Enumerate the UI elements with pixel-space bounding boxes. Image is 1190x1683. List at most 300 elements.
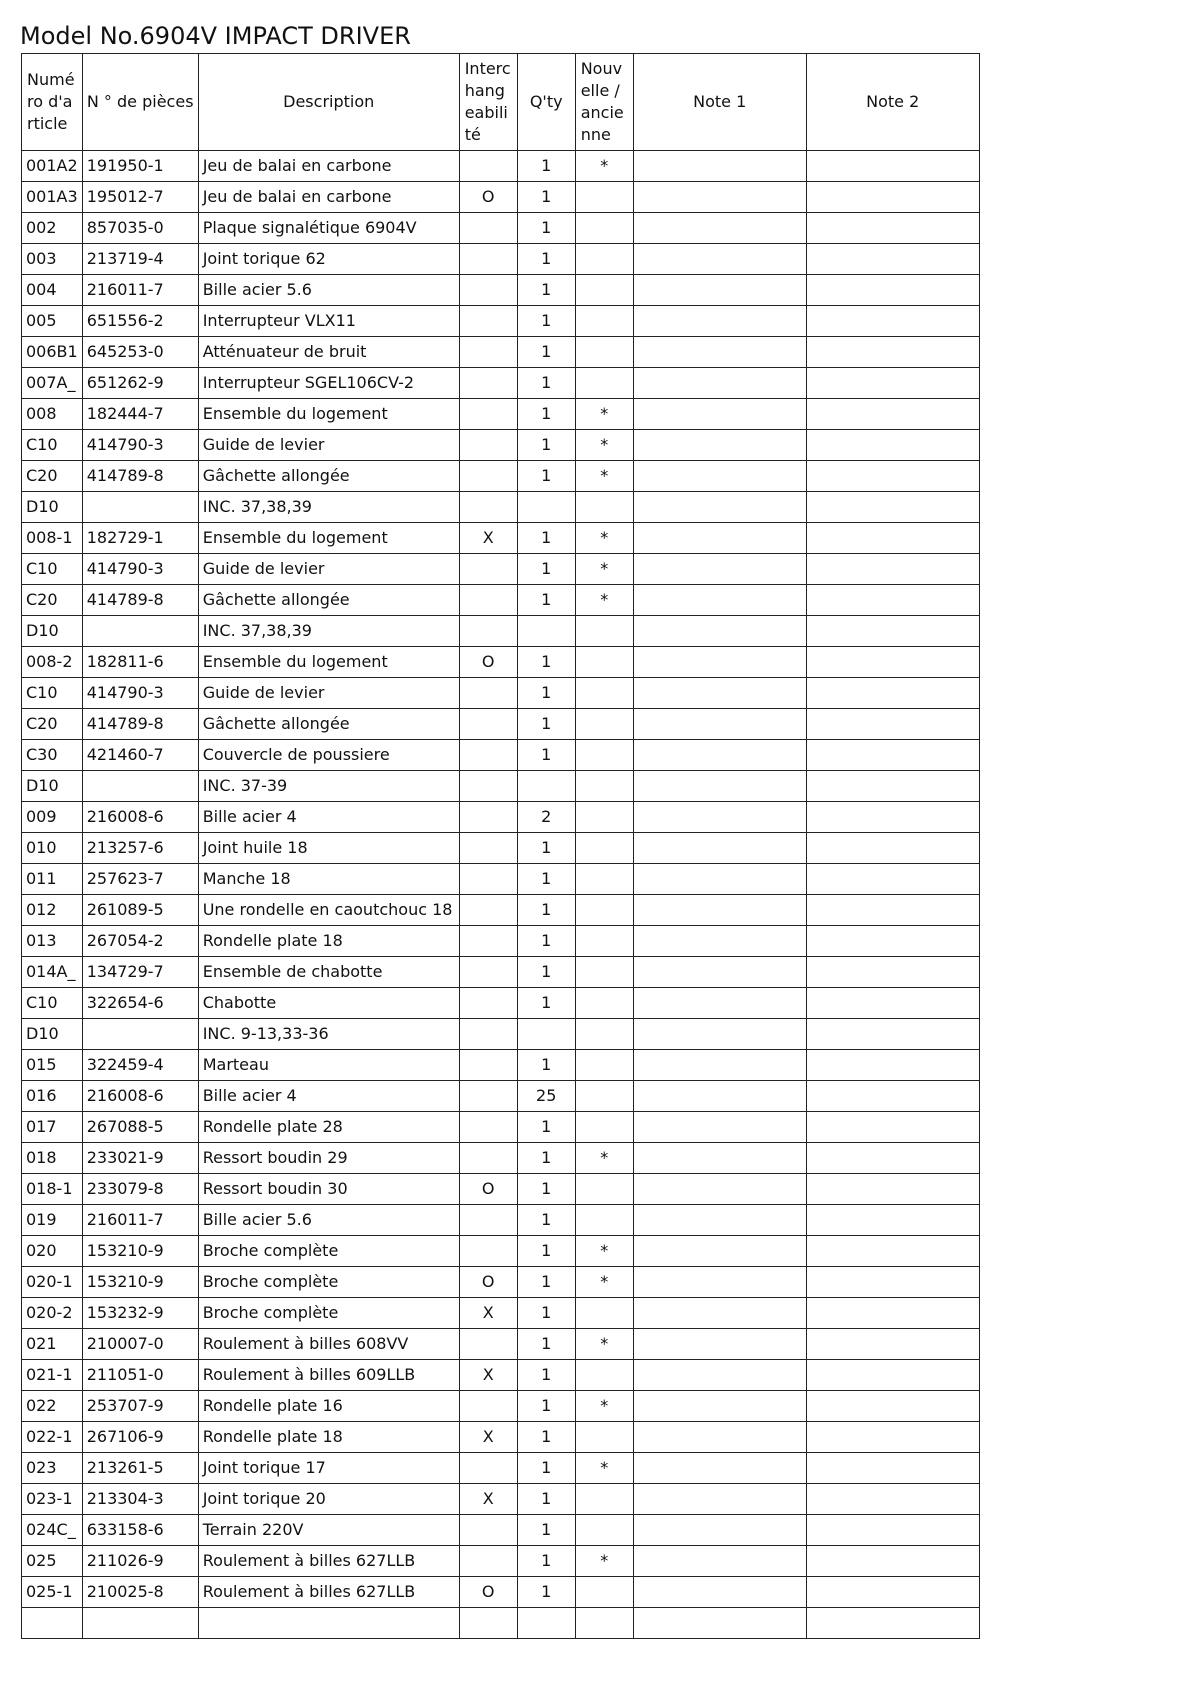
description-cell: Ressort boudin 29 bbox=[198, 1143, 459, 1174]
note1-cell bbox=[633, 430, 806, 461]
description-cell: Broche complète bbox=[198, 1298, 459, 1329]
new-old-cell: * bbox=[575, 1453, 633, 1484]
description-cell: Rondelle plate 16 bbox=[198, 1391, 459, 1422]
note1-cell bbox=[633, 988, 806, 1019]
description-cell: Bille acier 4 bbox=[198, 1081, 459, 1112]
part-no-cell: 134729-7 bbox=[82, 957, 198, 988]
note2-cell bbox=[806, 368, 979, 399]
new-old-cell bbox=[575, 740, 633, 771]
new-old-cell bbox=[575, 1298, 633, 1329]
qty-cell: 1 bbox=[517, 1329, 575, 1360]
interchangeability-cell bbox=[459, 244, 517, 275]
note2-cell bbox=[806, 1329, 979, 1360]
table-row bbox=[22, 1391, 980, 1422]
table-row bbox=[22, 1143, 980, 1174]
note1-cell bbox=[633, 461, 806, 492]
interchangeability-cell bbox=[459, 585, 517, 616]
note2-cell bbox=[806, 616, 979, 647]
part-no-cell: 213261-5 bbox=[82, 1453, 198, 1484]
new-old-cell bbox=[575, 926, 633, 957]
note1-cell bbox=[633, 1608, 806, 1639]
note2-cell bbox=[806, 647, 979, 678]
table-row bbox=[22, 1360, 980, 1391]
table-row bbox=[22, 1608, 980, 1639]
item-no-cell: 001A3 bbox=[22, 182, 83, 213]
item-no-cell: C10 bbox=[22, 430, 83, 461]
note2-cell bbox=[806, 461, 979, 492]
part-no-cell: 211051-0 bbox=[82, 1360, 198, 1391]
part-no-cell: 257623-7 bbox=[82, 864, 198, 895]
qty-cell: 1 bbox=[517, 151, 575, 182]
note2-cell bbox=[806, 988, 979, 1019]
note2-cell bbox=[806, 213, 979, 244]
description-cell: Ensemble du logement bbox=[198, 523, 459, 554]
description-cell: Terrain 220V bbox=[198, 1515, 459, 1546]
note2-cell bbox=[806, 740, 979, 771]
qty-cell: 1 bbox=[517, 1050, 575, 1081]
description-cell: Plaque signalétique 6904V bbox=[198, 213, 459, 244]
note1-cell bbox=[633, 740, 806, 771]
part-no-cell bbox=[82, 1019, 198, 1050]
qty-cell: 1 bbox=[517, 1422, 575, 1453]
qty-cell: 1 bbox=[517, 1546, 575, 1577]
interchangeability-cell bbox=[459, 771, 517, 802]
table-row bbox=[22, 1267, 980, 1298]
note1-cell bbox=[633, 1484, 806, 1515]
item-no-cell: 012 bbox=[22, 895, 83, 926]
item-no-cell: 021 bbox=[22, 1329, 83, 1360]
item-no-cell: D10 bbox=[22, 1019, 83, 1050]
part-no-cell: 191950-1 bbox=[82, 151, 198, 182]
table-row bbox=[22, 1050, 980, 1081]
qty-cell: 1 bbox=[517, 895, 575, 926]
new-old-cell bbox=[575, 771, 633, 802]
description-cell: Joint torique 62 bbox=[198, 244, 459, 275]
table-row bbox=[22, 988, 980, 1019]
table-row bbox=[22, 1546, 980, 1577]
table-row bbox=[22, 1174, 980, 1205]
description-cell: Guide de levier bbox=[198, 678, 459, 709]
note2-cell bbox=[806, 1422, 979, 1453]
new-old-cell bbox=[575, 895, 633, 926]
qty-cell: 1 bbox=[517, 1484, 575, 1515]
item-no-cell: 001A2 bbox=[22, 151, 83, 182]
qty-cell: 1 bbox=[517, 1298, 575, 1329]
interchangeability-cell bbox=[459, 1546, 517, 1577]
description-cell: Roulement à billes 608VV bbox=[198, 1329, 459, 1360]
item-no-cell: 018-1 bbox=[22, 1174, 83, 1205]
table-row bbox=[22, 647, 980, 678]
note1-cell bbox=[633, 1453, 806, 1484]
note1-cell bbox=[633, 1267, 806, 1298]
item-no-cell: 013 bbox=[22, 926, 83, 957]
note1-cell bbox=[633, 1546, 806, 1577]
qty-cell: 1 bbox=[517, 1112, 575, 1143]
interchangeability-cell bbox=[459, 709, 517, 740]
item-no-cell: 020 bbox=[22, 1236, 83, 1267]
page-title: Model No.6904V IMPACT DRIVER bbox=[20, 22, 411, 50]
part-no-cell: 216011-7 bbox=[82, 275, 198, 306]
note2-cell bbox=[806, 1608, 979, 1639]
qty-cell: 1 bbox=[517, 1174, 575, 1205]
part-no-cell: 213719-4 bbox=[82, 244, 198, 275]
table-row bbox=[22, 151, 980, 182]
qty-cell: 1 bbox=[517, 1453, 575, 1484]
note1-cell bbox=[633, 1329, 806, 1360]
qty-cell: 2 bbox=[517, 802, 575, 833]
description-cell: Interrupteur SGEL106CV-2 bbox=[198, 368, 459, 399]
item-no-cell: 007A_ bbox=[22, 368, 83, 399]
note2-cell bbox=[806, 802, 979, 833]
header-new-old: Nouvelle / ancienne bbox=[575, 54, 633, 151]
part-no-cell bbox=[82, 492, 198, 523]
table-row bbox=[22, 1081, 980, 1112]
table-row bbox=[22, 1484, 980, 1515]
part-no-cell bbox=[82, 616, 198, 647]
new-old-cell bbox=[575, 1174, 633, 1205]
note2-cell bbox=[806, 709, 979, 740]
interchangeability-cell: O bbox=[459, 1577, 517, 1608]
item-no-cell: 016 bbox=[22, 1081, 83, 1112]
header-qty: Q'ty bbox=[517, 54, 575, 151]
table-row bbox=[22, 1112, 980, 1143]
note2-cell bbox=[806, 399, 979, 430]
note1-cell bbox=[633, 1515, 806, 1546]
part-no-cell: 267106-9 bbox=[82, 1422, 198, 1453]
note1-cell bbox=[633, 1360, 806, 1391]
part-no-cell: 421460-7 bbox=[82, 740, 198, 771]
new-old-cell bbox=[575, 1205, 633, 1236]
new-old-cell bbox=[575, 616, 633, 647]
part-no-cell bbox=[82, 1608, 198, 1639]
note1-cell bbox=[633, 492, 806, 523]
qty-cell: 1 bbox=[517, 957, 575, 988]
table-row bbox=[22, 1577, 980, 1608]
description-cell: Bille acier 4 bbox=[198, 802, 459, 833]
note1-cell bbox=[633, 213, 806, 244]
note2-cell bbox=[806, 182, 979, 213]
part-no-cell: 651556-2 bbox=[82, 306, 198, 337]
interchangeability-cell bbox=[459, 864, 517, 895]
interchangeability-cell bbox=[459, 740, 517, 771]
description-cell: Roulement à billes 627LLB bbox=[198, 1577, 459, 1608]
part-no-cell: 153210-9 bbox=[82, 1236, 198, 1267]
new-old-cell bbox=[575, 1019, 633, 1050]
description-cell bbox=[198, 1608, 459, 1639]
new-old-cell bbox=[575, 244, 633, 275]
new-old-cell bbox=[575, 709, 633, 740]
interchangeability-cell bbox=[459, 1081, 517, 1112]
qty-cell: 1 bbox=[517, 523, 575, 554]
new-old-cell: * bbox=[575, 1236, 633, 1267]
new-old-cell: * bbox=[575, 1391, 633, 1422]
interchangeability-cell: X bbox=[459, 1298, 517, 1329]
item-no-cell: 023-1 bbox=[22, 1484, 83, 1515]
new-old-cell bbox=[575, 647, 633, 678]
item-no-cell bbox=[22, 1608, 83, 1639]
note2-cell bbox=[806, 1577, 979, 1608]
qty-cell: 1 bbox=[517, 833, 575, 864]
note2-cell bbox=[806, 337, 979, 368]
qty-cell: 1 bbox=[517, 864, 575, 895]
note2-cell bbox=[806, 1236, 979, 1267]
note2-cell bbox=[806, 1174, 979, 1205]
note2-cell bbox=[806, 1050, 979, 1081]
interchangeability-cell bbox=[459, 1236, 517, 1267]
description-cell: Guide de levier bbox=[198, 430, 459, 461]
description-cell: Roulement à billes 627LLB bbox=[198, 1546, 459, 1577]
table-row bbox=[22, 833, 980, 864]
new-old-cell bbox=[575, 988, 633, 1019]
part-no-cell: 322459-4 bbox=[82, 1050, 198, 1081]
note1-cell bbox=[633, 151, 806, 182]
note2-cell bbox=[806, 1267, 979, 1298]
note1-cell bbox=[633, 182, 806, 213]
description-cell: Couvercle de poussiere bbox=[198, 740, 459, 771]
qty-cell: 1 bbox=[517, 430, 575, 461]
item-no-cell: 008-1 bbox=[22, 523, 83, 554]
description-cell: Rondelle plate 18 bbox=[198, 1422, 459, 1453]
note1-cell bbox=[633, 1577, 806, 1608]
table-row bbox=[22, 213, 980, 244]
qty-cell: 1 bbox=[517, 740, 575, 771]
part-no-cell: 210025-8 bbox=[82, 1577, 198, 1608]
table-row bbox=[22, 244, 980, 275]
header-interchangeability: Interchangeabilité bbox=[459, 54, 517, 151]
qty-cell: 1 bbox=[517, 1515, 575, 1546]
new-old-cell bbox=[575, 1050, 633, 1081]
description-cell: Broche complète bbox=[198, 1236, 459, 1267]
description-cell: Joint huile 18 bbox=[198, 833, 459, 864]
interchangeability-cell: O bbox=[459, 1267, 517, 1298]
note1-cell bbox=[633, 895, 806, 926]
table-row bbox=[22, 1019, 980, 1050]
note2-cell bbox=[806, 585, 979, 616]
part-no-cell: 651262-9 bbox=[82, 368, 198, 399]
note2-cell bbox=[806, 957, 979, 988]
new-old-cell: * bbox=[575, 585, 633, 616]
part-no-cell: 216008-6 bbox=[82, 802, 198, 833]
description-cell: INC. 9-13,33-36 bbox=[198, 1019, 459, 1050]
table-row bbox=[22, 523, 980, 554]
qty-cell: 1 bbox=[517, 1577, 575, 1608]
new-old-cell: * bbox=[575, 430, 633, 461]
interchangeability-cell bbox=[459, 1391, 517, 1422]
part-no-cell: 267054-2 bbox=[82, 926, 198, 957]
part-no-cell: 414790-3 bbox=[82, 554, 198, 585]
note1-cell bbox=[633, 616, 806, 647]
description-cell: Roulement à billes 609LLB bbox=[198, 1360, 459, 1391]
new-old-cell bbox=[575, 182, 633, 213]
item-no-cell: 006B1 bbox=[22, 337, 83, 368]
note1-cell bbox=[633, 647, 806, 678]
note2-cell bbox=[806, 306, 979, 337]
note1-cell bbox=[633, 802, 806, 833]
part-no-cell: 182729-1 bbox=[82, 523, 198, 554]
interchangeability-cell bbox=[459, 275, 517, 306]
table-row bbox=[22, 1515, 980, 1546]
interchangeability-cell bbox=[459, 802, 517, 833]
item-no-cell: 022-1 bbox=[22, 1422, 83, 1453]
table-row bbox=[22, 1205, 980, 1236]
description-cell: Gâchette allongée bbox=[198, 585, 459, 616]
note1-cell bbox=[633, 1019, 806, 1050]
part-no-cell: 414789-8 bbox=[82, 461, 198, 492]
description-cell: Rondelle plate 28 bbox=[198, 1112, 459, 1143]
item-no-cell: 010 bbox=[22, 833, 83, 864]
table-row bbox=[22, 337, 980, 368]
item-no-cell: 018 bbox=[22, 1143, 83, 1174]
part-no-cell: 211026-9 bbox=[82, 1546, 198, 1577]
qty-cell: 1 bbox=[517, 988, 575, 1019]
new-old-cell bbox=[575, 1081, 633, 1112]
new-old-cell bbox=[575, 306, 633, 337]
item-no-cell: 005 bbox=[22, 306, 83, 337]
part-no-cell: 253707-9 bbox=[82, 1391, 198, 1422]
note2-cell bbox=[806, 1453, 979, 1484]
interchangeability-cell bbox=[459, 616, 517, 647]
new-old-cell bbox=[575, 678, 633, 709]
part-no-cell: 216008-6 bbox=[82, 1081, 198, 1112]
note1-cell bbox=[633, 678, 806, 709]
qty-cell: 1 bbox=[517, 1360, 575, 1391]
description-cell: Rondelle plate 18 bbox=[198, 926, 459, 957]
qty-cell: 1 bbox=[517, 1267, 575, 1298]
note2-cell bbox=[806, 864, 979, 895]
part-no-cell: 216011-7 bbox=[82, 1205, 198, 1236]
note2-cell bbox=[806, 1515, 979, 1546]
description-cell: Ensemble du logement bbox=[198, 399, 459, 430]
table-row bbox=[22, 585, 980, 616]
interchangeability-cell: X bbox=[459, 1422, 517, 1453]
table-row bbox=[22, 895, 980, 926]
part-no-cell: 414790-3 bbox=[82, 430, 198, 461]
description-cell: Chabotte bbox=[198, 988, 459, 1019]
note1-cell bbox=[633, 523, 806, 554]
note2-cell bbox=[806, 275, 979, 306]
item-no-cell: 014A_ bbox=[22, 957, 83, 988]
description-cell: Ensemble du logement bbox=[198, 647, 459, 678]
item-no-cell: 008 bbox=[22, 399, 83, 430]
note2-cell bbox=[806, 1143, 979, 1174]
description-cell: Marteau bbox=[198, 1050, 459, 1081]
part-no-cell: 213304-3 bbox=[82, 1484, 198, 1515]
interchangeability-cell bbox=[459, 368, 517, 399]
item-no-cell: 009 bbox=[22, 802, 83, 833]
interchangeability-cell bbox=[459, 1112, 517, 1143]
new-old-cell bbox=[575, 213, 633, 244]
note2-cell bbox=[806, 771, 979, 802]
interchangeability-cell bbox=[459, 306, 517, 337]
note2-cell bbox=[806, 678, 979, 709]
item-no-cell: 020-2 bbox=[22, 1298, 83, 1329]
part-no-cell: 414790-3 bbox=[82, 678, 198, 709]
note2-cell bbox=[806, 1205, 979, 1236]
note1-cell bbox=[633, 1174, 806, 1205]
interchangeability-cell bbox=[459, 1329, 517, 1360]
interchangeability-cell bbox=[459, 1515, 517, 1546]
note1-cell bbox=[633, 1143, 806, 1174]
note1-cell bbox=[633, 368, 806, 399]
qty-cell: 1 bbox=[517, 709, 575, 740]
interchangeability-cell bbox=[459, 988, 517, 1019]
item-no-cell: D10 bbox=[22, 771, 83, 802]
new-old-cell bbox=[575, 833, 633, 864]
item-no-cell: 004 bbox=[22, 275, 83, 306]
part-no-cell: 210007-0 bbox=[82, 1329, 198, 1360]
item-no-cell: 011 bbox=[22, 864, 83, 895]
note2-cell bbox=[806, 1484, 979, 1515]
part-no-cell: 233079-8 bbox=[82, 1174, 198, 1205]
note1-cell bbox=[633, 864, 806, 895]
part-no-cell: 267088-5 bbox=[82, 1112, 198, 1143]
new-old-cell bbox=[575, 1360, 633, 1391]
note1-cell bbox=[633, 709, 806, 740]
part-no-cell bbox=[82, 771, 198, 802]
part-no-cell: 153232-9 bbox=[82, 1298, 198, 1329]
table-row bbox=[22, 461, 980, 492]
qty-cell: 1 bbox=[517, 585, 575, 616]
interchangeability-cell: O bbox=[459, 182, 517, 213]
note1-cell bbox=[633, 244, 806, 275]
parts-table-body bbox=[22, 151, 980, 1639]
note1-cell bbox=[633, 771, 806, 802]
new-old-cell bbox=[575, 368, 633, 399]
note2-cell bbox=[806, 1298, 979, 1329]
description-cell: Bille acier 5.6 bbox=[198, 275, 459, 306]
interchangeability-cell bbox=[459, 1019, 517, 1050]
part-no-cell: 195012-7 bbox=[82, 182, 198, 213]
interchangeability-cell bbox=[459, 1050, 517, 1081]
item-no-cell: 020-1 bbox=[22, 1267, 83, 1298]
table-row bbox=[22, 802, 980, 833]
note1-cell bbox=[633, 1050, 806, 1081]
table-row bbox=[22, 306, 980, 337]
item-no-cell: 023 bbox=[22, 1453, 83, 1484]
note1-cell bbox=[633, 926, 806, 957]
note1-cell bbox=[633, 1422, 806, 1453]
note2-cell bbox=[806, 1546, 979, 1577]
note2-cell bbox=[806, 492, 979, 523]
qty-cell bbox=[517, 616, 575, 647]
note1-cell bbox=[633, 337, 806, 368]
description-cell: Gâchette allongée bbox=[198, 709, 459, 740]
qty-cell: 1 bbox=[517, 461, 575, 492]
new-old-cell: * bbox=[575, 399, 633, 430]
interchangeability-cell bbox=[459, 492, 517, 523]
item-no-cell: 003 bbox=[22, 244, 83, 275]
item-no-cell: 025 bbox=[22, 1546, 83, 1577]
table-row bbox=[22, 1298, 980, 1329]
part-no-cell: 213257-6 bbox=[82, 833, 198, 864]
table-row bbox=[22, 864, 980, 895]
qty-cell: 1 bbox=[517, 368, 575, 399]
qty-cell bbox=[517, 1608, 575, 1639]
interchangeability-cell bbox=[459, 1608, 517, 1639]
qty-cell: 1 bbox=[517, 1205, 575, 1236]
note1-cell bbox=[633, 554, 806, 585]
interchangeability-cell bbox=[459, 678, 517, 709]
description-cell: Jeu de balai en carbone bbox=[198, 151, 459, 182]
item-no-cell: C30 bbox=[22, 740, 83, 771]
description-cell: Joint torique 20 bbox=[198, 1484, 459, 1515]
interchangeability-cell bbox=[459, 833, 517, 864]
qty-cell: 1 bbox=[517, 399, 575, 430]
part-no-cell: 261089-5 bbox=[82, 895, 198, 926]
description-cell: Bille acier 5.6 bbox=[198, 1205, 459, 1236]
header-part-no: N ° de pièces bbox=[82, 54, 198, 151]
interchangeability-cell bbox=[459, 399, 517, 430]
